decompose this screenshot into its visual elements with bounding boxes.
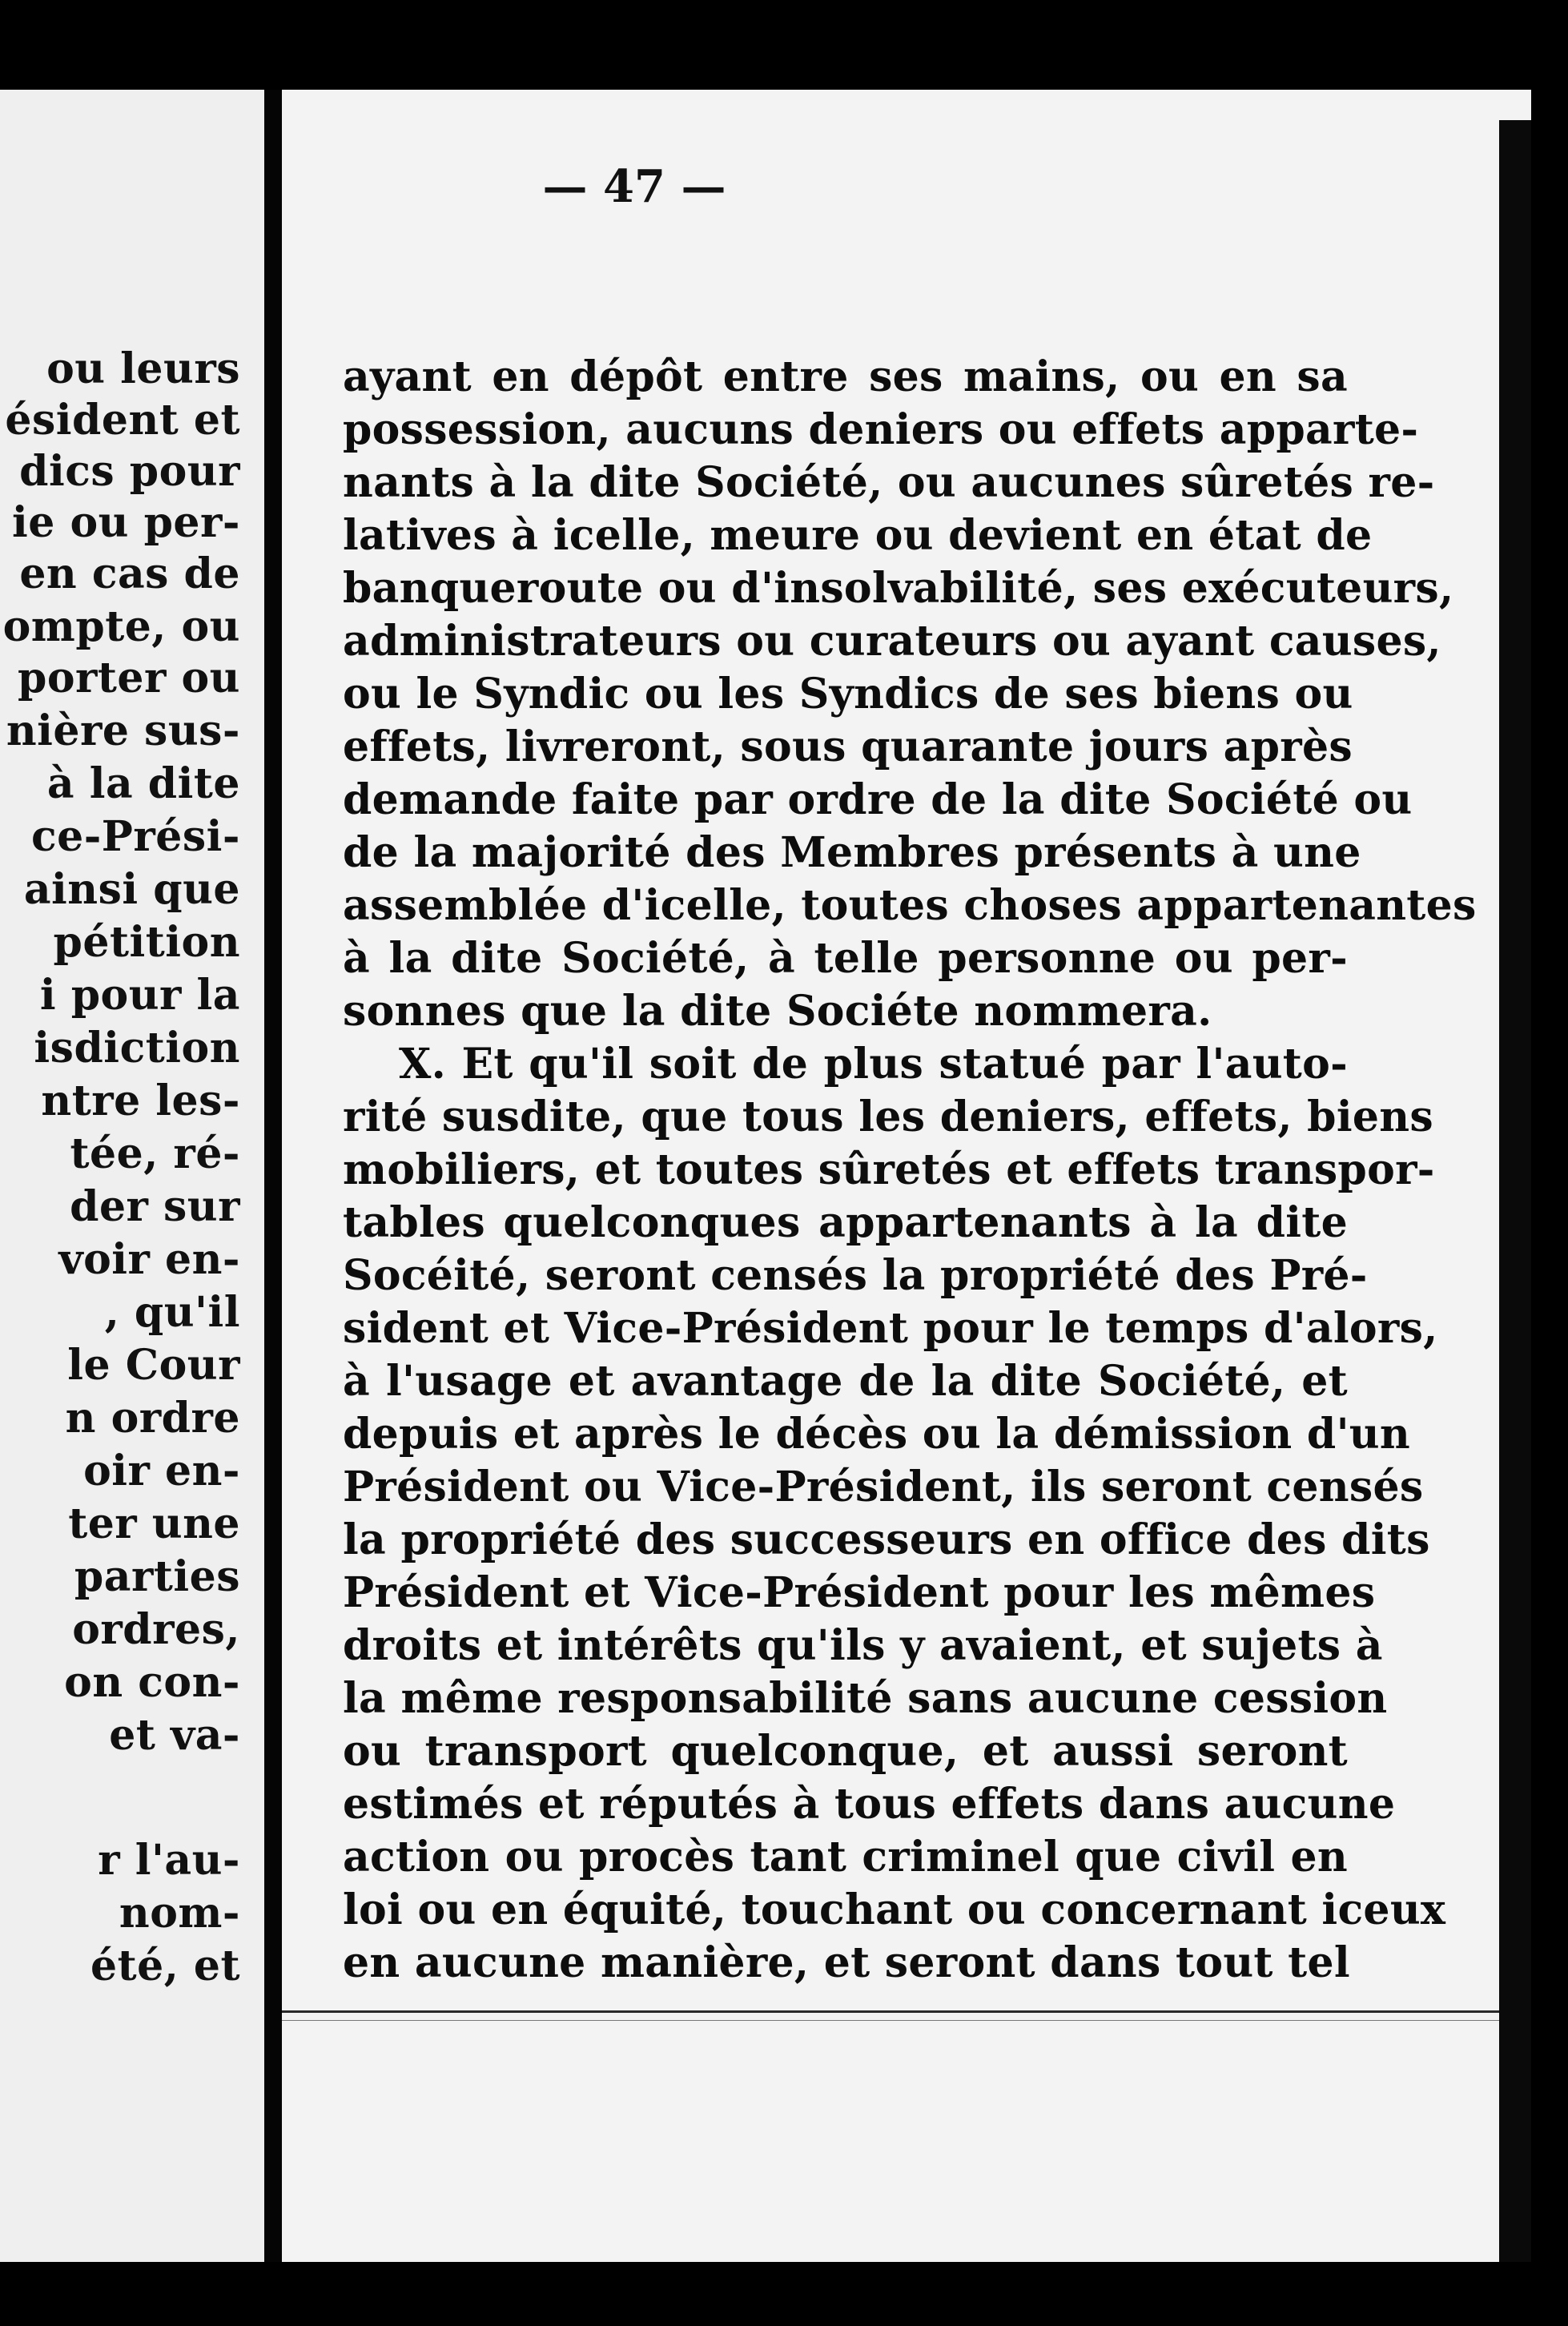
left-text-line: été, et [90, 1942, 240, 1990]
left-text-line: le Cour [67, 1341, 240, 1390]
text-line: mobiliers, et toutes sûretés et effets transpor- [343, 1145, 1435, 1194]
left-text-line: tée, ré- [70, 1129, 240, 1178]
left-text-line: ompte, ou [2, 602, 240, 651]
left-text-line: ou leurs [46, 344, 240, 393]
left-text-line: isdiction [34, 1024, 240, 1072]
left-text-line: i pour la [39, 971, 240, 1020]
text-line: possession, aucuns deniers ou effets apparte- [343, 405, 1419, 454]
book-gutter [264, 90, 282, 2262]
text-line: assemblée d'icelle, toutes choses appartenantes [343, 881, 1477, 930]
left-text-line: à la dite [46, 759, 240, 808]
text-line: de la majorité des Membres présents à une [343, 828, 1361, 877]
left-text-line: on con- [64, 1658, 240, 1707]
scan-artifact-line [282, 2010, 1531, 2013]
left-text-line: ter une [68, 1499, 240, 1548]
text-line: sident et Vice-Président pour le temps d'alors, [343, 1304, 1438, 1353]
text-line: ou transport quelconque, et aussi seront [343, 1727, 1348, 1776]
text-line: sonnes que la dite Sociéte nommera. [343, 987, 1212, 1036]
text-line: à la dite Société, à telle personne ou per- [343, 934, 1348, 983]
text-line: estimés et réputés à tous effets dans aucune [343, 1780, 1396, 1829]
text-line: ou le Syndic ou les Syndics de ses biens ou [343, 670, 1353, 718]
text-line: à l'usage et avantage de la dite Société, et [343, 1357, 1348, 1406]
left-text-line: , qu'il [104, 1288, 240, 1337]
text-line: la propriété des successeurs en office des dits [343, 1515, 1430, 1564]
text-line: latives à icelle, meure ou devient en état de [343, 511, 1373, 560]
left-text-line: pétition [53, 918, 240, 967]
left-text-line: ordres, [72, 1605, 240, 1654]
left-text-line: der sur [70, 1182, 240, 1231]
text-line: Président ou Vice-Président, ils seront censés [343, 1463, 1424, 1511]
left-text-line: ce-Prési- [30, 812, 240, 861]
section-heading-line: X. Et qu'il soit de plus statué par l'auto- [399, 1040, 1348, 1089]
text-line: banqueroute ou d'insolvabilité, ses exécuteurs, [343, 564, 1454, 613]
scan-artifact-line [282, 2020, 1531, 2021]
text-line: ayant en dépôt entre ses mains, ou en sa [343, 352, 1348, 401]
text-line: Président et Vice-Président pour les mêmes [343, 1568, 1376, 1617]
text-line: administrateurs ou curateurs ou ayant causes, [343, 617, 1441, 666]
left-text-line: ainsi que [23, 865, 240, 914]
left-text-line: voir en- [58, 1235, 240, 1284]
left-text-line: en cas de [19, 549, 240, 598]
left-text-line: n ordre [65, 1394, 240, 1443]
left-text-line: nom- [119, 1889, 240, 1938]
text-line: en aucune manière, et seront dans tout tel [343, 1938, 1350, 1987]
left-text-line: parties [74, 1552, 240, 1601]
page-edge-shadow [1499, 120, 1531, 2262]
page-number: — 47 — [542, 160, 726, 213]
text-line: nants à la dite Société, ou aucunes sûretés re- [343, 458, 1435, 507]
text-line: action ou procès tant criminel que civil en [343, 1833, 1348, 1881]
text-line: loi ou en équité, touchant ou concernant iceux [343, 1885, 1446, 1934]
text-line: rité susdite, que tous les deniers, effets, biens [343, 1093, 1433, 1141]
text-line: droits et intérêts qu'ils y avaient, et sujets à [343, 1621, 1383, 1670]
text-line: la même responsabilité sans aucune cession [343, 1674, 1388, 1723]
left-text-line: porter ou [17, 654, 240, 702]
left-text-line: r l'au- [98, 1836, 240, 1885]
left-text-line: dics pour [19, 447, 240, 496]
text-line: demande faite par ordre de la dite Société ou [343, 775, 1413, 824]
text-line: depuis et après le décès ou la démission d'un [343, 1410, 1411, 1459]
left-text-line: oir en- [83, 1447, 240, 1495]
left-text-line: ie ou per- [12, 498, 240, 547]
text-line: Socéité, seront censés la propriété des Pré- [343, 1251, 1368, 1300]
left-text-line: et va- [109, 1711, 240, 1760]
left-text-line: ésident et [5, 396, 240, 445]
left-text-line: nière sus- [6, 706, 240, 755]
text-line: effets, livreront, sous quarante jours après [343, 722, 1353, 771]
text-line: tables quelconques appartenants à la dite [343, 1198, 1348, 1247]
previous-page-fragment [0, 90, 279, 2262]
left-text-line: ntre les- [41, 1076, 240, 1125]
